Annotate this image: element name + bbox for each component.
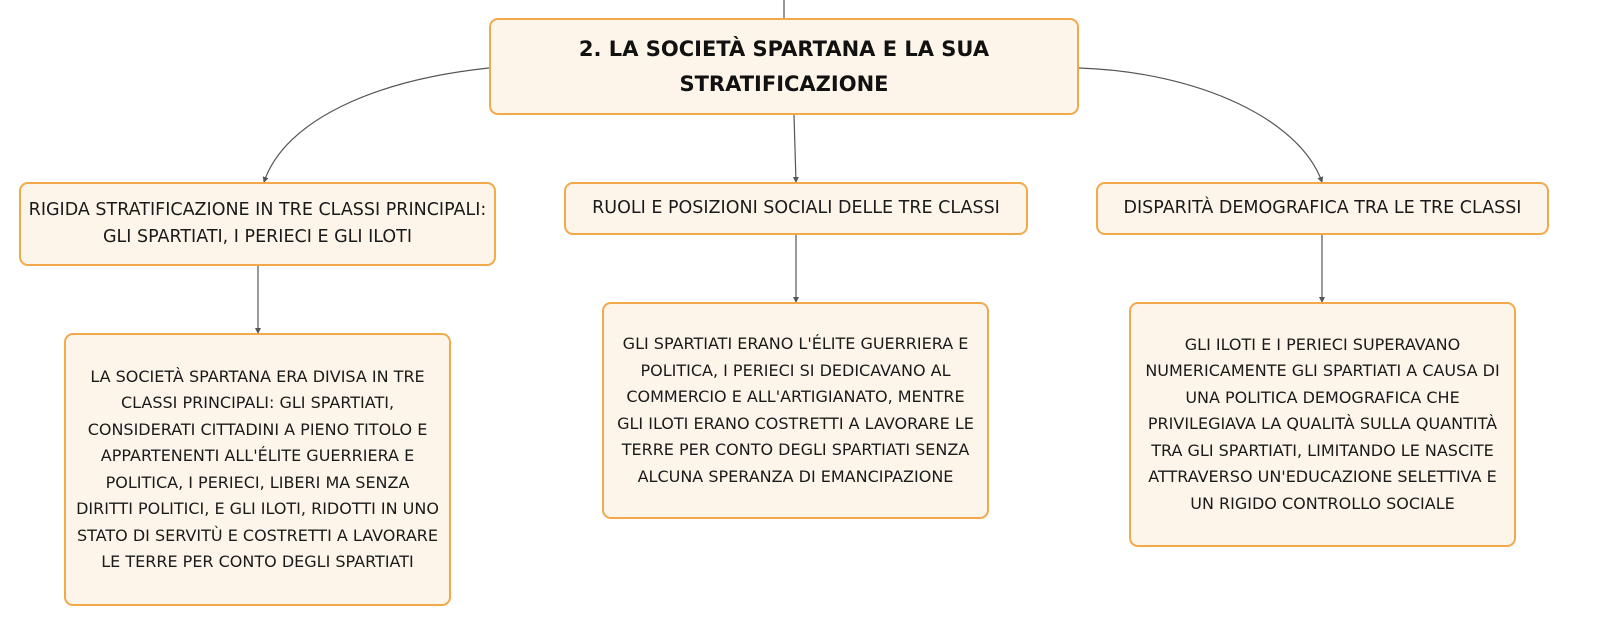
- detail-node-demographics[interactable]: [1129, 302, 1516, 547]
- branch-node-demographics[interactable]: [1096, 182, 1549, 235]
- connector-root-to-branch-1: [264, 68, 489, 182]
- detail-node-roles[interactable]: [602, 302, 989, 519]
- root-node-title: 2. LA SOCIETÀ SPARTANA E LA SUA STRATIFICAZIONE: [578, 36, 990, 96]
- detail-node-text: GLI SPARTIATI ERANO L'ÉLITE GUERRIERA E POLITICA, I PERIECI SI DEDICAVANO AL COMMERCIO E ALL'ARTIGIANATO, MENTRE GLI ILOTI ERANO COSTRETTI A LAVORARE LE TERRE PER CONTO DEGLI SPARTIATI SENZA ALCUNA SPERANZA DI EMANCIPAZIONE: [617, 334, 974, 486]
- connector-root-to-branch-2: [794, 115, 796, 182]
- detail-node-text: LA SOCIETÀ SPARTANA ERA DIVISA IN TRE CLASSI PRINCIPALI: GLI SPARTIATI, CONSIDERATI CITTADINI A PIENO TITOLO E APPARTENENTI ALL'ÉLITE GUERRIERA E POLITICA, I PERIECI, LIBERI MA SENZA DIRITTI POLITICI, E GLI ILOTI, RIDOTTI IN UNO STATO DI SERVITÙ E COSTRETTI A LAVORARE LE TERRE PER CONTO DEGLI SPARTIATI: [76, 366, 439, 571]
- detail-node-text: GLI ILOTI E I PERIECI SUPERAVANO NUMERICAMENTE GLI SPARTIATI A CAUSA DI UNA POLITICA DEMOGRAFICA CHE PRIVILEGIAVA LA QUALITÀ SULLA QUANTITÀ TRA GLI SPARTIATI, LIMITANDO LE NASCITE ATTRAVERSO UN'EDUCAZIONE SELETTIVA E UN RIGIDO CONTROLLO SOCIALE: [1145, 334, 1500, 513]
- branch-node-stratification[interactable]: [19, 182, 496, 266]
- root-node[interactable]: [489, 18, 1079, 115]
- branch-node-label: RIGIDA STRATIFICAZIONE IN TRE CLASSI PRINCIPALI: GLI SPARTIATI, I PERIECI E GLI ILOTI: [28, 200, 487, 247]
- branch-node-roles[interactable]: [564, 182, 1028, 235]
- connector-root-to-branch-3: [1079, 68, 1322, 182]
- branch-node-label: RUOLI E POSIZIONI SOCIALI DELLE TRE CLASSI: [592, 198, 1000, 218]
- branch-node-label: DISPARITÀ DEMOGRAFICA TRA LE TRE CLASSI: [1123, 198, 1522, 218]
- detail-node-stratification[interactable]: [64, 333, 451, 606]
